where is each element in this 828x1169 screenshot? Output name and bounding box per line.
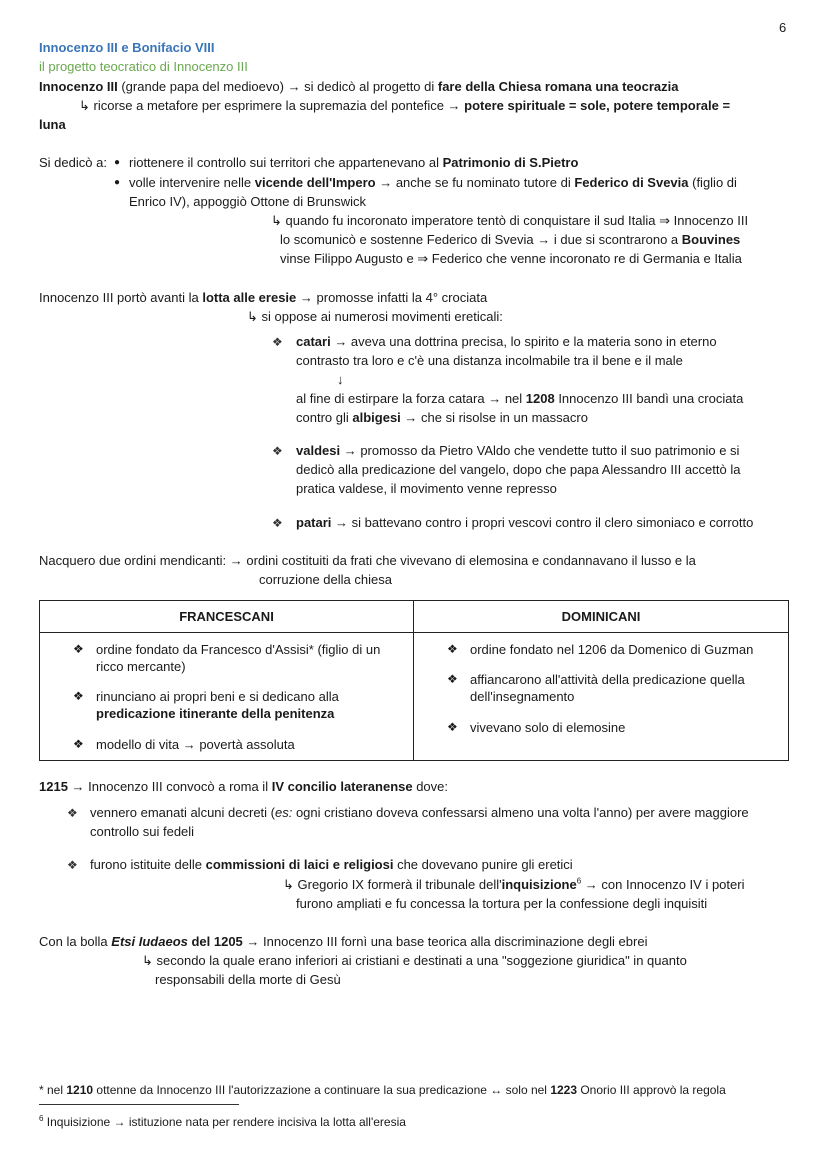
dedico-sub-text: lo scomunicò e sostenne Federico di Svevia → i due si scontrarono a <box>280 232 682 247</box>
intro-line-1 <box>39 78 678 96</box>
catari-line-3 <box>296 390 743 408</box>
concilio-sub-bold: inquisizione <box>501 877 577 892</box>
section-title: Innocenzo III e Bonifacio VIII <box>39 40 215 55</box>
dedico-item-2 <box>129 174 737 192</box>
ordini-line-1: Nacquero due ordini mendicanti: → ordini costituiti da frati che vivevano di elemosina e condannavano il lusso e la <box>39 553 696 568</box>
bolla-text: Con la bolla <box>39 934 112 949</box>
bolla-line-1 <box>39 933 647 951</box>
valdesi-line-1 <box>296 442 739 460</box>
footnote-6-number: 6 <box>39 1114 44 1123</box>
diamond-bullet-icon: ❖ <box>447 720 458 734</box>
diamond-bullet-icon: ❖ <box>73 689 84 703</box>
catari-label: catari <box>296 334 331 349</box>
francescani-item-3: modello di vita → povertà assoluta <box>96 737 295 752</box>
footnote-star-text: * nel <box>39 1083 67 1097</box>
intro-line-2 <box>79 97 730 115</box>
dominicani-item-3: vivevano solo di elemosine <box>470 720 626 735</box>
dedico-sub-line-1: ↳ quando fu incoronato imperatore tentò di conquistare il sud Italia ⇒ Innocenzo III <box>271 213 749 228</box>
valdesi-line-3: pratica valdese, il movimento venne represso <box>296 481 557 496</box>
dedico-sub-line-3: vinse Filippo Augusto e ⇒ Federico che venne incoronato re di Germania e Italia <box>280 251 742 266</box>
eresie-rest: → promosse infatti la 4° crociata <box>296 290 488 305</box>
catari-l3-text: al fine di estirpare la forza catara → nel <box>296 391 526 406</box>
table-header-dominicani: DOMINICANI <box>414 601 789 633</box>
intro-metaphor: ↳ ricorse a metafore per esprimere la supremazia del pontefice → <box>79 98 465 113</box>
catari-line-1 <box>296 333 717 351</box>
dedico-item-2-text: volle intervenire nelle <box>129 175 255 190</box>
catari-l4-rest: → che si risolse in un massacro <box>400 410 588 425</box>
concilio-item-1-rest: ogni cristiano doveva confessarsi almeno una volta l'anno) per avere maggiore <box>292 805 749 820</box>
catari-l3-rest: Innocenzo III bandì una crociata <box>554 391 744 406</box>
dominicani-item-2: affiancarono all'attività della predicazione quella dell'insegnamento <box>470 672 745 704</box>
patari-label: patari <box>296 515 332 530</box>
bolla-line-2: ↳ secondo la quale erano inferiori ai cristiani e destinati a una "soggezione giuridica" in quanto <box>142 953 687 968</box>
valdesi-text: → promosso da Pietro VAldo che vendette tutto il suo patrimonio e si <box>340 443 740 458</box>
diamond-bullet-icon: ❖ <box>67 806 78 820</box>
diamond-bullet-icon: ❖ <box>272 516 283 530</box>
table-cell-dominicani <box>414 633 789 761</box>
dedico-sub-line-2 <box>280 231 740 249</box>
catari-line-2: contrasto tra loro e c'è una distanza incolmabile tra il bene e il male <box>296 353 683 368</box>
francescani-item-2-bold: predicazione itinerante della penitenza <box>96 706 335 721</box>
francescani-item-2 <box>96 688 405 722</box>
table-header-francescani: FRANCESCANI <box>40 601 414 633</box>
footnote-star-year: 1210 <box>66 1083 94 1097</box>
diamond-bullet-icon: ❖ <box>272 335 283 349</box>
concilio-sub-text: ↳ Gregorio IX formerà il tribunale dell' <box>283 877 502 892</box>
patari-line-1 <box>296 514 753 532</box>
francescani-item-1: ordine fondato da Francesco d'Assisi* (figlio di un ricco mercante) <box>96 642 381 674</box>
footnote-star-mid: ottenne da Innocenzo III l'autorizzazione a continuare la sua predicazione ↔ solo nel <box>93 1083 551 1097</box>
bullet-icon: ● <box>114 157 121 168</box>
intro-text: (grande papa del medioevo) → si dedicò al progetto di <box>117 79 438 94</box>
footnote-ref: 6 <box>576 876 582 886</box>
intro-line-3 <box>39 116 66 134</box>
page-number: 6 <box>779 20 787 35</box>
concilio-sub-line-1 <box>283 876 744 894</box>
catari-l3-bold: 1208 <box>525 391 555 406</box>
section-subtitle: il progetto teocratico di Innocenzo III <box>39 59 248 74</box>
dedico-item-1-bold: Patrimonio di S.Pietro <box>442 155 579 170</box>
eresie-text: Innocenzo III portò avanti la <box>39 290 203 305</box>
dedico-item-2-line-2: Enrico IV), appoggiò Ottone di Brunswick <box>129 194 367 209</box>
diamond-bullet-icon: ❖ <box>67 858 78 872</box>
concilio-item-2-rest: che dovevano punire gli eretici <box>393 857 573 872</box>
table-cell-francescani <box>40 633 414 761</box>
concilio-sub-rest: → con Innocenzo IV i poteri <box>581 877 745 892</box>
catari-line-4 <box>296 409 588 427</box>
dedico-sub-bold: Bouvines <box>681 232 741 247</box>
diamond-bullet-icon: ❖ <box>447 672 458 686</box>
orders-table <box>39 600 789 761</box>
concilio-item-1-italic: es: <box>275 805 293 820</box>
bolla-year: del 1205 <box>187 934 243 949</box>
concilio-text: → Innocenzo III convocò a roma il <box>67 779 272 794</box>
eresie-line-1 <box>39 289 487 307</box>
dominicani-item-1: ordine fondato nel 1206 da Domenico di Guzman <box>470 642 754 657</box>
catari-l4-bold: albigesi <box>352 410 401 425</box>
dedico-label: Si dedicò a: <box>39 155 107 170</box>
concilio-item-1-line-2: controllo sui fedeli <box>90 824 195 839</box>
dedico-item-2-text-3: (figlio di <box>688 175 737 190</box>
concilio-item-2 <box>90 856 573 874</box>
diamond-bullet-icon: ❖ <box>73 737 84 751</box>
valdesi-label: valdesi <box>296 443 341 458</box>
intro-metaphor-bold: potere spirituale = sole, potere temporale = <box>464 98 731 113</box>
concilio-line-1 <box>39 778 448 796</box>
concilio-item-2-text: furono istituite delle <box>90 857 206 872</box>
footnote-star-year-2: 1223 <box>550 1083 578 1097</box>
concilio-year: 1215 <box>39 779 68 794</box>
concilio-item-2-bold: commissioni di laici e religiosi <box>205 857 394 872</box>
bolla-rest: → Innocenzo III fornì una base teorica alla discriminazione degli ebrei <box>242 934 648 949</box>
dedico-item-1 <box>129 154 578 172</box>
footnote-star <box>39 1081 726 1099</box>
eresie-line-2: ↳ si oppose ai numerosi movimenti ereticali: <box>247 309 503 324</box>
concilio-sub-line-2: furono ampliati e fu concessa la tortura per la confessione degli inquisiti <box>296 896 708 911</box>
eresie-bold: lotta alle eresie <box>202 290 297 305</box>
francescani-item-2-text: rinunciano ai propri beni e si dedicano alla <box>96 689 339 704</box>
footnote-6-text: Inquisizione → istituzione nata per rendere incisiva la lotta all'eresia <box>43 1115 406 1129</box>
bullet-icon: ● <box>114 177 121 188</box>
catari-text: → aveva una dottrina precisa, lo spirito e la materia sono in eterno <box>330 334 717 349</box>
ordini-line-2: corruzione della chiesa <box>259 572 392 587</box>
intro-luna: luna <box>39 117 66 132</box>
catari-l4-text: contro gli <box>296 410 353 425</box>
dedico-item-2-bold: vicende dell'Impero <box>254 175 376 190</box>
bolla-title: Etsi Iudaeos <box>111 934 188 949</box>
intro-bold: Innocenzo III <box>39 79 118 94</box>
footnote-star-rest: Onorio III approvò la regola <box>577 1083 726 1097</box>
valdesi-line-2: dedicò alla predicazione del vangelo, dopo che papa Alessandro III accettò la <box>296 462 741 477</box>
dedico-item-1-text: riottenere il controllo sui territori che appartenevano al <box>129 155 443 170</box>
diamond-bullet-icon: ❖ <box>272 444 283 458</box>
arrow-down-icon: ↓ <box>337 372 344 387</box>
concilio-item-1-text: vennero emanati alcuni decreti ( <box>90 805 275 820</box>
footnote-divider <box>39 1104 239 1105</box>
patari-text: → si battevano contro i propri vescovi contro il clero simoniaco e corrotto <box>331 515 754 530</box>
concilio-rest: dove: <box>412 779 449 794</box>
concilio-item-1-line-1 <box>90 804 749 822</box>
concilio-bold: IV concilio lateranense <box>271 779 413 794</box>
dedico-item-2-text-2: → anche se fu nominato tutore di <box>375 175 575 190</box>
bolla-line-3: responsabili della morte di Gesù <box>155 972 341 987</box>
intro-bold-2: fare della Chiesa romana una teocrazia <box>437 79 679 94</box>
diamond-bullet-icon: ❖ <box>73 642 84 656</box>
footnote-6 <box>39 1113 406 1131</box>
dedico-item-2-bold-2: Federico di Svevia <box>574 175 689 190</box>
diamond-bullet-icon: ❖ <box>447 642 458 656</box>
